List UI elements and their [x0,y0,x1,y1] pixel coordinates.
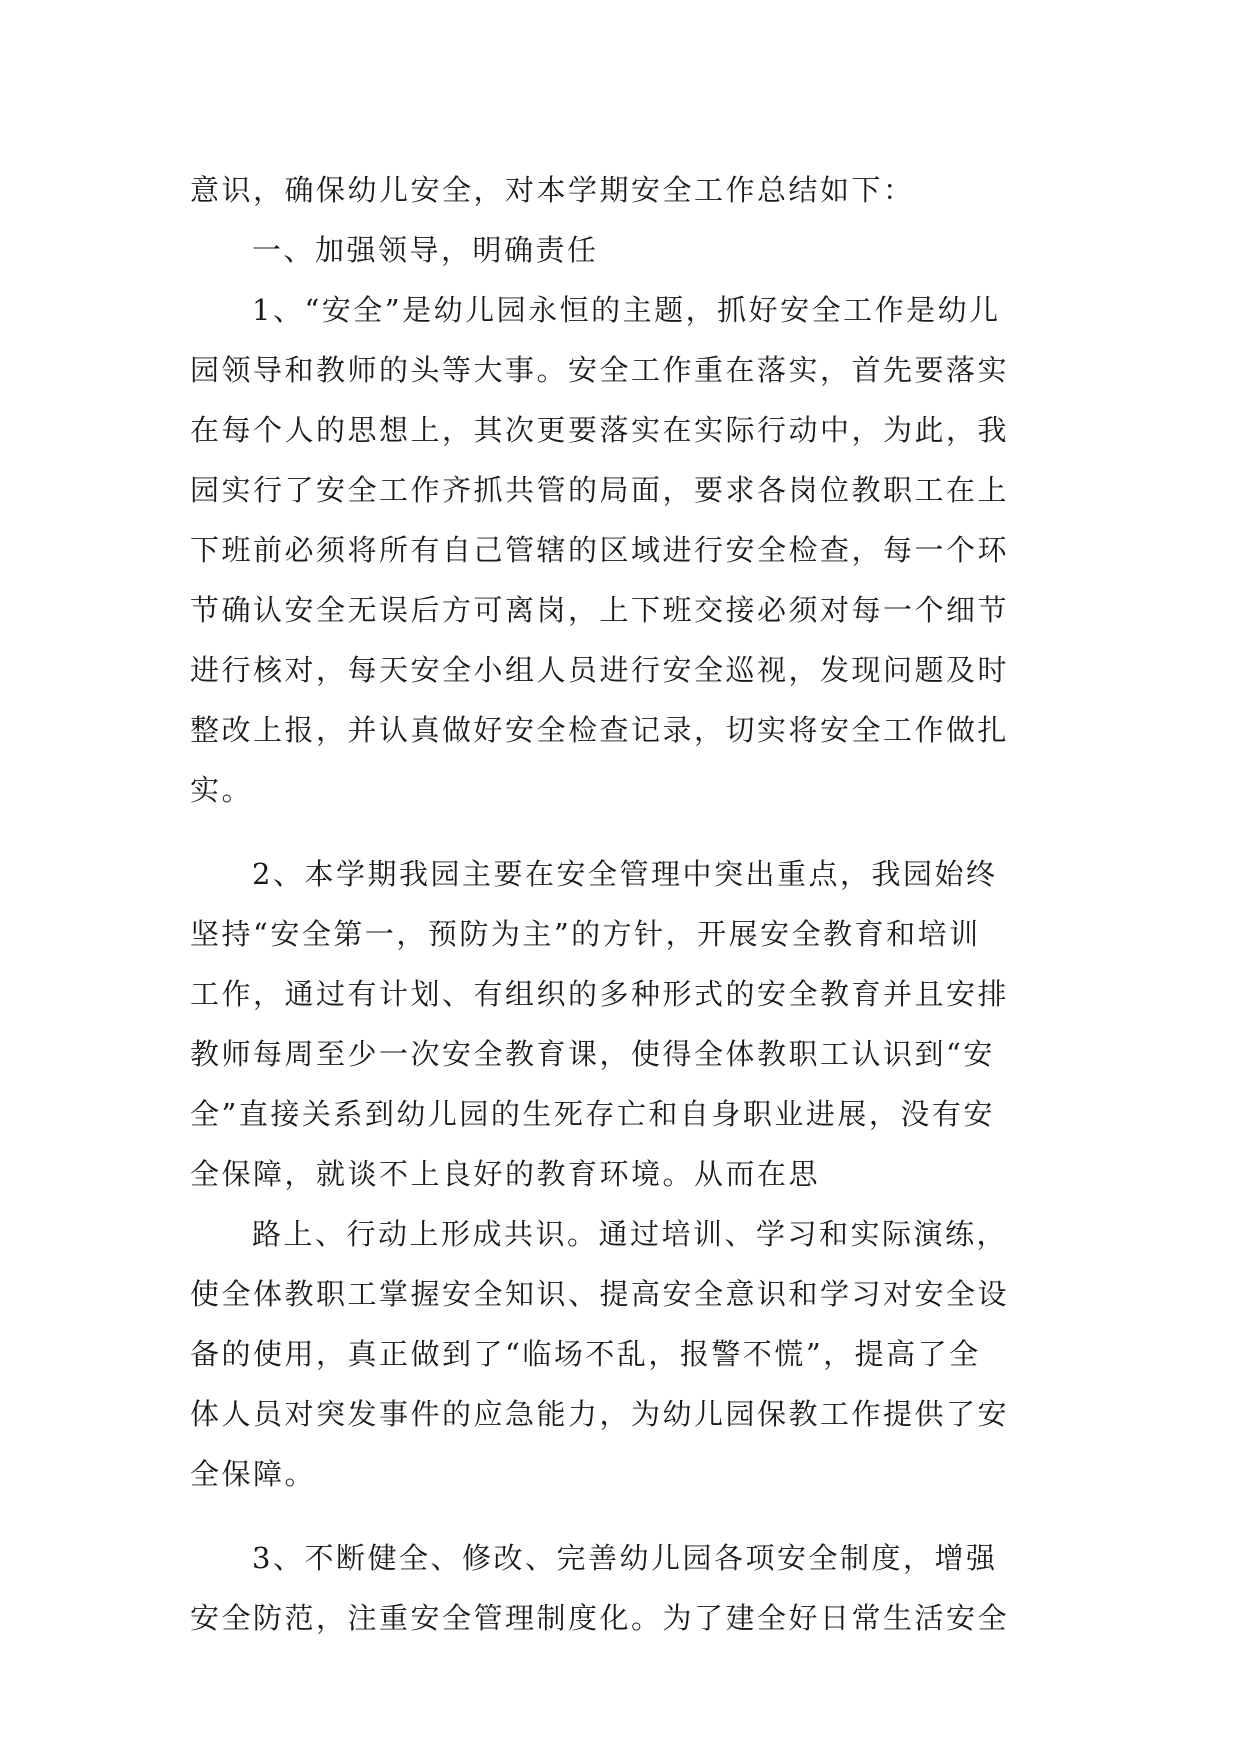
text-line: 体人员对突发事件的应急能力，为幼儿园保教工作提供了安 [190,1397,1010,1431]
text-line: 全保障，就谈不上良好的教育环境。从而在思 [190,1157,821,1191]
text-line: 3、不断健全、修改、完善幼儿园各项安全制度，增强 [252,1541,998,1575]
text-line: 全保障。 [190,1457,317,1491]
text-line: 备的使用，真正做到了“临场不乱，报警不慌”，提高了全 [190,1337,981,1371]
text-line: 下班前必须将所有自己管辖的区域进行安全检查，每一个环 [190,533,1010,567]
text-line: 实。 [190,773,254,807]
text-line: 使全体教职工掌握安全知识、提高安全意识和学习对安全设 [190,1277,1010,1311]
text-line: 1、“安全”是幼儿园永恒的主题，抓好安全工作是幼儿 [252,293,1001,327]
text-line: 意识，确保幼儿安全，对本学期安全工作总结如下： [190,173,915,207]
text-line: 2、本学期我园主要在安全管理中突出重点，我园始终 [252,857,998,891]
text-line: 园实行了安全工作齐抓共管的局面，要求各岗位教职工在上 [190,473,1010,507]
text-line: 坚持“安全第一，预防为主”的方针，开展安全教育和培训 [190,917,981,951]
text-line: 全”直接关系到幼儿园的生死存亡和自身职业进展，没有安 [190,1097,995,1131]
document-body [190,160,1060,1648]
paragraph-gap [190,1504,1060,1528]
text-line: 安全防范，注重安全管理制度化。为了建全好日常生活安全 [190,1601,1010,1635]
text-line: 整改上报，并认真做好安全检查记录，切实将安全工作做扎 [190,713,1010,747]
text-line: 路上、行动上形成共识。通过培训、学习和实际演练， [252,1217,1009,1251]
text-line: 教师每周至少一次安全教育课，使得全体教职工认识到“安 [190,1037,995,1071]
paragraph-gap [190,820,1060,844]
text-line: 节确认安全无误后方可离岗，上下班交接必须对每一个细节 [190,593,1010,627]
section-heading: 一、加强领导，明确责任 [252,233,599,267]
text-line: 工作，通过有计划、有组织的多种形式的安全教育并且安排 [190,977,1010,1011]
text-line: 在每个人的思想上，其次更要落实在实际行动中，为此，我 [190,413,1010,447]
text-line: 进行核对，每天安全小组人员进行安全巡视，发现问题及时 [190,653,1010,687]
text-line: 园领导和教师的头等大事。安全工作重在落实，首先要落实 [190,353,1010,387]
